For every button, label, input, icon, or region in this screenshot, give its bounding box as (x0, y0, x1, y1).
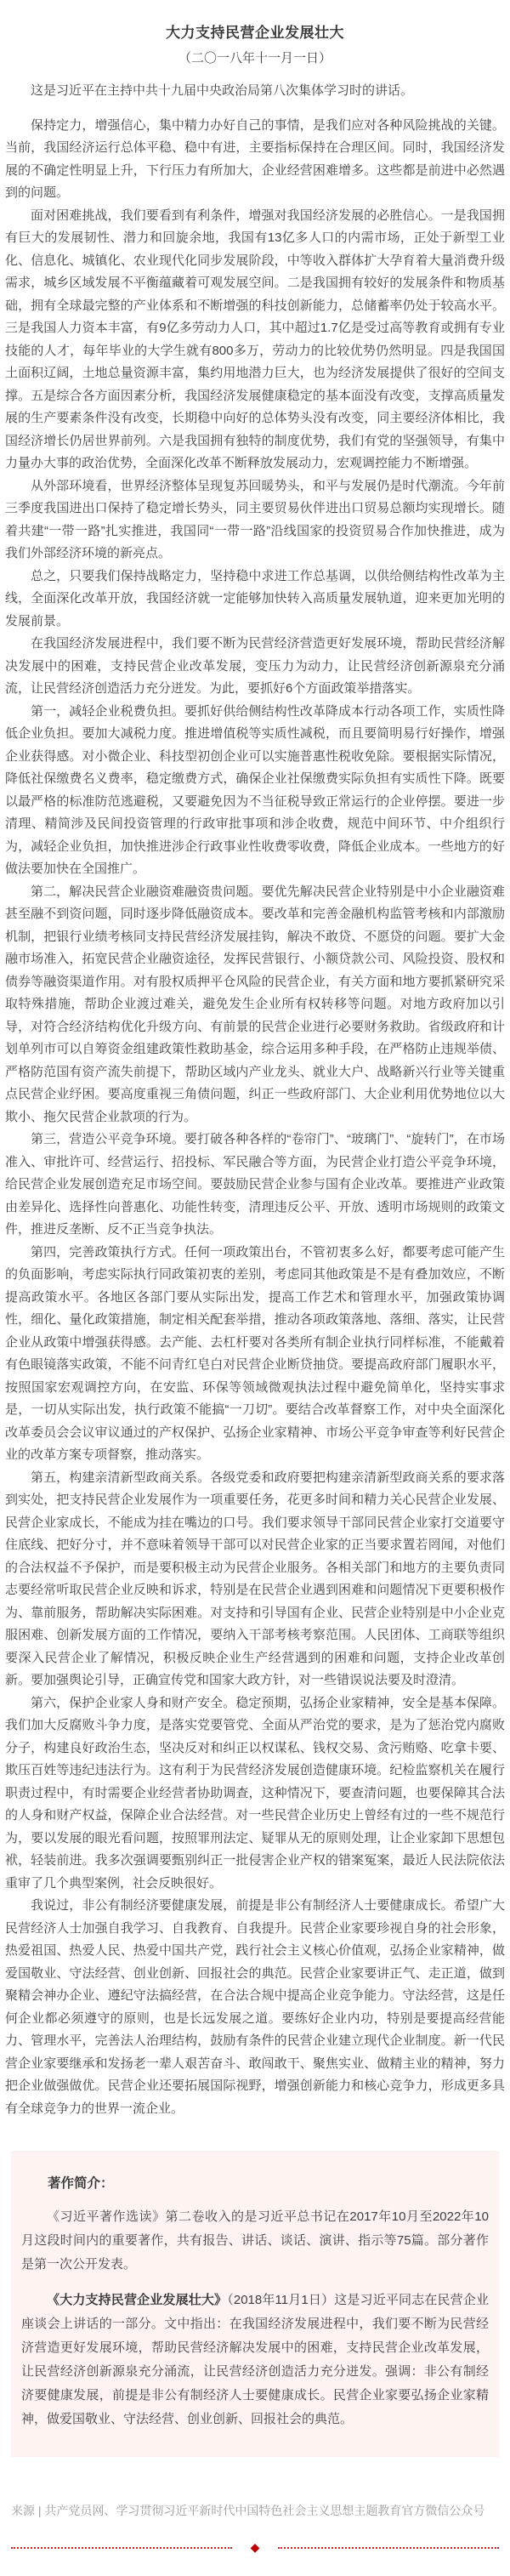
article-body (5, 115, 505, 2121)
article-paragraph: 在我国经济发展进程中，我们要不断为民营经济营造更好发展环境，帮助民营经济解决发展中的困难，支持民营企业改革发展，变压力为动力，让民营经济创新源泉充分涌流，让民营经济创造活力充分迸发。为此，要抓好6个方面政策举措落实。 (5, 636, 505, 696)
article-paragraph: 第六，保护企业家人身和财产安全。稳定预期，弘扬企业家精神，安全是基本保障。我们加大反腐败斗争力度，是落实党要管党、全面从严治党的要求，是为了惩治党内腐败分子，构建良好政治生态，坚决反对和纠正以权谋私、钱权交易、贪污贿赂、吃拿卡要、欺压百姓等违纪违法行为。这有利于为民营经济发展创造健康环境。纪检监察机关在履行职责过程中，有时需要企业经营者协助调查，这种情况下，要查清问题，也要保障其合法的人身和财产权益，保障企业合法经营。对一些民营企业历史上曾经有过的一些不规范行为，要以发展的眼光看问题，按照罪刑法定、疑罪从无的原则处理，让企业家卸下思想包袱，轻装前进。我多次强调要甄别纠正一批侵害企业产权的错案冤案，最近人民法院依法重审了几个典型案例，社会反映很好。 (5, 1695, 505, 1891)
article-paragraph: 总之，只要我们保持战略定力，坚持稳中求进工作总基调，以供给侧结构性改革为主线，全面深化改革开放，我国经济就一定能够加快转入高质量发展轨道，迎来更加光明的发展前景。 (5, 568, 505, 628)
source-line: 来源 | 共产党员网、学习贯彻习近平新时代中国特色社会主义思想主题教育官方微信公众号 (11, 2504, 485, 2517)
article-paragraph: 我说过，非公有制经济要健康发展，前提是非公有制经济人士要健康成长。希望广大民营经济人士加强自我学习、自我教育、自我提升。民营企业家要珍视自身的社会形象，热爱祖国、热爱人民、热爱中国共产党，践行社会主义核心价值观，弘扬企业家精神，做爱国敬业、守法经营、创业创新、回报社会的典范。民营企业家要讲正气、走正道，做到聚精会神办企业、遵纪守法搞经营，在合法合规中提高企业竞争能力。守法经营，这是任何企业都必须遵守的原则，也是长远发展之道。要练好企业内功，特别是要提高经营能力、管理水平，完善法人治理结构，鼓励有条件的民营企业建立现代企业制度。新一代民营企业家要继承和发扬老一辈人艰苦奋斗、敢闯敢干、聚焦实业、做精主业的精神，努力把企业做强做优。民营企业还要拓展国际视野，增强创新能力和核心竞争力，形成更多具有全球竞争力的世界一流企业。 (5, 1898, 505, 2116)
article-paragraph: 保持定力，增强信心，集中精力办好自己的事情，是我们应对各种风险挑战的关键。当前，我国经济运行总体平稳、稳中有进，主要指标保持在合理区间。同时，我国经济发展的不确定性明显上升，下行压力有所加大，企业经营困难增多。这些都是前进中必然遇到的问题。 (5, 117, 505, 200)
book-intro-paragraphs (21, 2205, 489, 2431)
article-paragraph: 面对困难挑战，我们要看到有利条件，增强对我国经济发展的必胜信心。一是我国拥有巨大的发展韧性、潜力和回旋余地，我国有13亿多人口的内需市场，正处于新型工业化、信息化、城镇化、农业现代化同步发展阶段，中等收入群体扩大孕育着大量消费升级需求，城乡区域发展不平衡蕴藏着可观发展空间。二是我国拥有较好的发展条件和物质基础，拥有全球最完整的产业体系和不断增强的科技创新能力，总储蓄率仍处于较高水平。三是我国人力资本丰富，有9亿多劳动力人口，其中超过1.7亿是受过高等教育或拥有专业技能的人才，每年毕业的大学生就有800多万，劳动力的比较优势仍然明显。四是我国国土面积辽阔，土地总量资源丰富，集约用地潜力巨大，也为经济发展提供了很好的空间支撑。五是综合各方面因素分析，我国经济发展健康稳定的基本面没有改变，支撑高质量发展的生产要素条件没有改变，长期稳中向好的总体势头没有改变，同主要经济体相比，我国经济增长仍居世界前列。六是我国拥有独特的制度优势，我们有党的坚强领导，有集中力量办大事的政治优势，全面深化改革不断释放发展动力，宏观调控能力不断增强。 (5, 208, 505, 470)
book-intro-paragraph: 《大力支持民营企业发展壮大》（2018年11月1日）这是习近平同志在民营企业座谈会上讲话的一部分。文中指出：在我国经济发展进程中，我们要不断为民营经济营造更好发展环境，帮助民营经济解决发展中的困难，支持民营企业改革发展，让民营经济创新源泉充分涌流，让民营经济创造活力充分迸发。强调：非公有制经济要健康发展，前提是非公有制经济人士要健康成长。民营企业家要弘扬企业家精神，做爱国敬业、守法经营、创业创新、回报社会的典范。 (21, 2293, 489, 2426)
footer-divider (11, 2542, 499, 2554)
article-paragraph: 第三，营造公平竞争环境。要打破各种各样的“卷帘门”、“玻璃门”、“旋转门”，在市场准入、审批许可、经营运行、招投标、军民融合等方面，为民营企业打造公平竞争环境，给民营企业发展创造充足市场空间。要鼓励民营企业参与国有企业改革。要推进产业政策由差异化、选择性向普惠化、功能性转变，清理违反公平、开放、透明市场规则的政策文件，推进反垄断、反不正当竞争执法。 (5, 1132, 505, 1237)
diamond-icon: ◆ (250, 2541, 260, 2555)
divider-dotted-line-left (11, 2547, 232, 2549)
book-intro-box (11, 2151, 499, 2457)
article-paragraph: 第五，构建亲清新型政商关系。各级党委和政府要把构建亲清新型政商关系的要求落到实处，把支持民营企业发展作为一项重要任务，花更多时间和精力关心民营企业发展、民营企业家成长，不能成为挂在嘴边的口号。我们要求领导干部同民营企业家打交道要守住底线、把好分寸，并不意味着领导干部可以对民营企业家的正当要求置若罔闻，对他们的合法权益不予保护，而是要积极主动为民营企业服务。各相关部门和地方的主要负责同志要经常听取民营企业反映和诉求，特别是在民营企业遇到困难和问题情况下更要积极作为、靠前服务，帮助解决实际困难。对支持和引导国有企业、民营企业特别是中小企业克服困难、创新发展方面的工作情况，要纳入干部考核考察范围。人民团体、工商联等组织要深入民营企业了解情况，积极反映企业生产经营遇到的困难和问题，支持企业改革创新。要加强舆论引导，正确宣传党和国家大政方针，对一些错误说法要及时澄清。 (5, 1470, 505, 1687)
book-intro-heading: 著作简介： (48, 2176, 114, 2191)
article-paragraph: 第一，减轻企业税费负担。要抓好供给侧结构性改革降成本行动各项工作，实质性降低企业负担。要加大减税力度。推进增值税等实质性减税，而且要简明易行好操作，增强企业获得感。对小微企业、科技型初创企业可以实施普惠性税收免除。要根据实际情况，降低社保缴费名义费率，稳定缴费方式，确保企业社保缴费实际负担有实质性下降。既要以最严格的标准防范逃避税，又要避免因为不当征税导致正常运行的企业停摆。要进一步清理、精简涉及民间投资管理的行政审批事项和涉企收费，规范中间环节、中介组织行为，减轻企业负担，加快推进涉企行政事业性收费零收费，降低企业成本。一些地方的好做法要加快在全国推广。 (5, 703, 505, 876)
article-title: 大力支持民营企业发展壮大 (166, 25, 344, 41)
article-paragraph: 从外部环境看，世界经济整体呈现复苏回暖势头，和平与发展仍是时代潮流。今年前三季度我国进出口保持了稳定增长势头，同主要贸易伙伴进出口贸易总额均实现增长。随着共建“一带一路”扎实推进，我国同“一带一路”沿线国家的投资贸易合作加快推进，成为我们外部经济环境的新亮点。 (5, 478, 505, 560)
article-paragraph: 第四，完善政策执行方式。任何一项政策出台，不管初衷多么好，都要考虑可能产生的负面影响，考虑实际执行同政策初衷的差别，考虑同其他政策是不是有叠加效应，不断提高政策水平。各地区各部门要从实际出发，提高工作艺术和管理水平，加强政策协调性，细化、量化政策措施，制定相关配套举措，推动各项政策落地、落细、落实，让民营企业从政策中增强获得感。去产能、去杠杆要对各类所有制企业执行同样标准，不能戴着有色眼镜落实政策，不能不问青红皂白对民营企业断贷抽贷。要提高政府部门履职水平，按照国家宏观调控方向，在安监、环保等领域微观执法过程中避免简单化，坚持实事求是，一切从实际出发，执行政策不能搞“一刀切”。要结合改革督察工作，对中央全面深化改革委员会会议审议通过的产权保护、弘扬企业家精神、市场公平竞争审查等利好民营企业的改革方案专项督察，推动落实。 (5, 1244, 505, 1462)
article-intro: 这是习近平在主持中共十九届中央政治局第八次集体学习时的讲话。 (31, 83, 414, 98)
article-paragraph: 第二，解决民营企业融资难融资贵问题。要优先解决民营企业特别是中小企业融资难甚至融不到资问题，同时逐步降低融资成本。要改革和完善金融机构监管考核和内部激励机制，把银行业绩考核同支持民营经济发展挂钩，解决不敢贷、不愿贷的问题。要扩大金融市场准入，拓宽民营企业融资途径，发挥民营银行、小额贷款公司、风险投资、股权和债券等融资渠道作用。对有股权质押平仓风险的民营企业，有关方面和地方要抓紧研究采取特殊措施，帮助企业渡过难关，避免发生企业所有权转移等问题。对地方政府加以引导，对符合经济结构优化升级方向、有前景的民营企业进行必要财务救助。省级政府和计划单列市可以自筹资金组建政策性救助基金，综合运用多种手段，在严格防止违规举债、严格防范国有资产流失前提下，帮助区域内产业龙头、就业大户、战略新兴行业等关键重点民营企业纾困。要高度重视三角债问题，纠正一些政府部门、大企业利用优势地位以大欺小、拖欠民营企业款项的行为。 (5, 884, 505, 1124)
book-intro-paragraph: 《习近平著作选读》第二卷收入的是习近平总书记在2017年10月至2022年10月这段时间内的重要著作，共有报告、讲话、谈话、演讲、指示等75篇。部分著作是第一次公开发表。 (21, 2209, 489, 2272)
book-intro-paragraph-bold-lead: 《大力支持民营企业发展壮大》 (47, 2293, 228, 2307)
divider-dotted-line-right (278, 2547, 499, 2549)
article-date: （二〇一八年十一月一日） (178, 51, 332, 65)
